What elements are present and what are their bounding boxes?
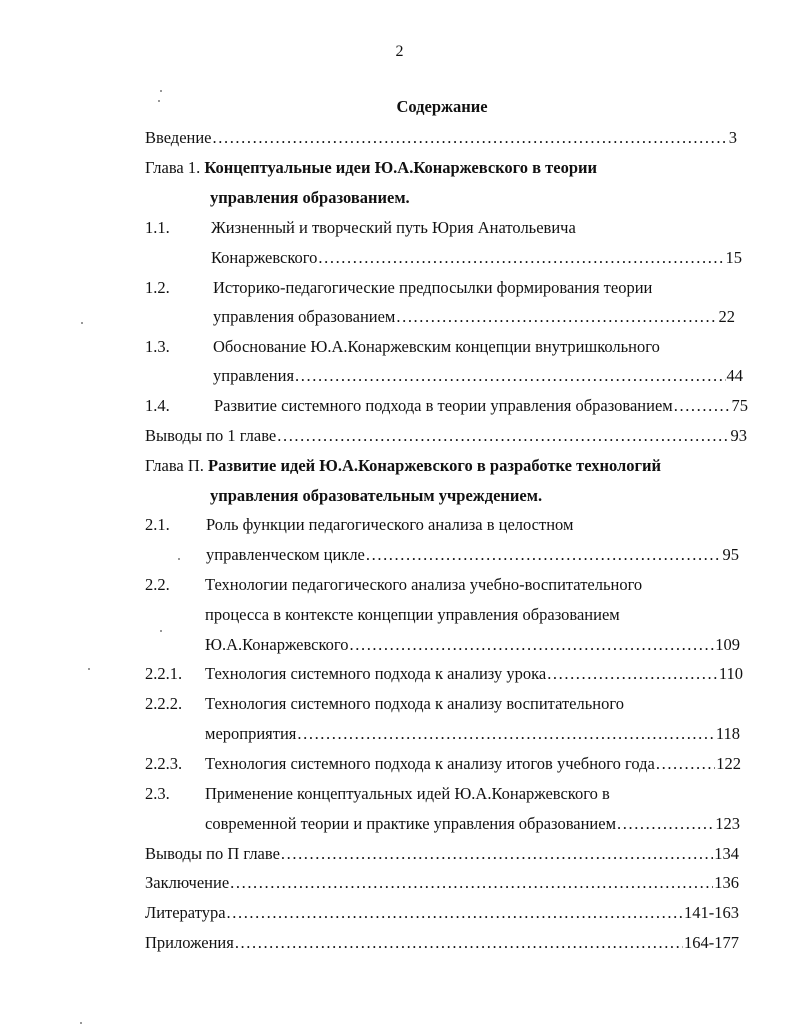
chapter-2-heading	[145, 456, 661, 476]
entry-label: Выводы по 1 главе	[145, 426, 277, 445]
entry-title-line2: Конаржевского	[211, 248, 318, 267]
leader-dots	[227, 903, 683, 923]
entry-title: Развитие системного подхода в теории управления образованием	[214, 396, 673, 415]
scan-speck	[81, 322, 83, 324]
chapter-1-prefix: Глава 1.	[145, 158, 201, 177]
entry-page: 110	[718, 664, 743, 683]
entry-page: 75	[731, 396, 748, 415]
scan-speck	[80, 1022, 82, 1024]
entry-page: 3	[728, 128, 737, 147]
chapter-2-prefix: Глава П.	[145, 456, 204, 475]
entry-title-line2: мероприятия	[205, 724, 297, 743]
entry-label: Введение	[145, 128, 212, 147]
leader-dots	[656, 754, 715, 774]
entry-label: Выводы по П главе	[145, 844, 280, 863]
entry-page: 122	[716, 754, 741, 773]
leader-dots	[617, 814, 714, 834]
entry-title-line2: современной теории и практике управления образованием	[205, 814, 617, 833]
entry-page: 164-177	[684, 933, 739, 952]
entry-title-line1: Роль функции педагогического анализа в целостном	[206, 515, 574, 534]
entry-page: 93	[730, 426, 747, 445]
scan-speck	[88, 668, 90, 670]
leader-dots	[281, 844, 713, 864]
entry-number: 1.3.	[145, 337, 170, 356]
scan-speck	[160, 90, 162, 92]
entry-page: 123	[715, 814, 740, 833]
entry-page: 118	[715, 724, 740, 743]
entry-title-line2: управления	[213, 366, 295, 385]
leader-dots	[318, 248, 724, 268]
entry-number: 2.1.	[145, 515, 170, 534]
scan-speck	[160, 630, 162, 632]
toc-title: Содержание	[396, 97, 488, 116]
entry-title-line2: управления образованием	[213, 307, 396, 326]
leader-dots	[396, 307, 717, 327]
entry-number: 1.4.	[145, 396, 170, 415]
leader-dots	[350, 635, 715, 655]
leader-dots	[277, 426, 729, 446]
entry-number: 2.2.3.	[145, 754, 183, 773]
leader-dots	[230, 873, 713, 893]
chapter-1-heading	[145, 158, 597, 178]
leader-dots	[366, 545, 722, 565]
entry-title-line1: Историко-педагогические предпосылки формирования теории	[213, 278, 653, 297]
leader-dots	[295, 366, 725, 386]
entry-title-line2: управленческом цикле	[206, 545, 365, 564]
entry-title: Технология системного подхода к анализу урока	[205, 664, 547, 683]
entry-title-line1: Жизненный и творческий путь Юрия Анатольевича	[211, 218, 576, 237]
entry-page: 15	[725, 248, 742, 267]
entry-title: Технология системного подхода к анализу итогов учебного года	[205, 754, 655, 773]
entry-title-line1: Технологии педагогического анализа учебно-воспитательного	[205, 575, 643, 594]
entry-title-line2: процесса в контексте концепции управления образованием	[205, 605, 620, 624]
entry-title-line1: Обоснование Ю.А.Конаржевским концепции внутришкольного	[213, 337, 660, 356]
leader-dots	[235, 933, 683, 953]
entry-page: 141-163	[684, 903, 739, 922]
leader-dots	[547, 664, 718, 684]
chapter-1-title-line1: Концептуальные идеи Ю.А.Конаржевского в теории	[204, 158, 598, 177]
leader-dots	[674, 396, 731, 416]
entry-page: 95	[722, 545, 739, 564]
scan-speck	[158, 100, 160, 102]
leader-dots	[297, 724, 714, 744]
entry-number: 2.2.2.	[145, 694, 183, 713]
entry-label: Литература	[145, 903, 226, 922]
entry-page: 44	[726, 366, 743, 385]
entry-title-line1: Технология системного подхода к анализу воспитательного	[205, 694, 624, 713]
entry-title-line3: Ю.А.Конаржевского	[205, 635, 349, 654]
entry-number: 2.2.	[145, 575, 170, 594]
entry-page: 136	[714, 873, 739, 892]
scan-speck	[178, 558, 180, 560]
entry-number: 1.2.	[145, 278, 170, 297]
chapter-2-title-line1: Развитие идей Ю.А.Конаржевского в разработке технологий	[208, 456, 661, 475]
leader-dots	[213, 128, 728, 148]
entry-page: 134	[714, 844, 739, 863]
entry-label: Приложения	[145, 933, 234, 952]
entry-page: 109	[715, 635, 740, 654]
page-number: 2	[395, 43, 404, 60]
chapter-2-title-line2: управления образовательным учреждением.	[210, 486, 543, 505]
entry-label: Заключение	[145, 873, 230, 892]
entry-number: 2.2.1.	[145, 664, 183, 683]
chapter-1-title-line2: управления образованием.	[210, 188, 410, 207]
entry-number: 2.3.	[145, 784, 170, 803]
entry-page: 22	[718, 307, 735, 326]
entry-number: 1.1.	[145, 218, 170, 237]
entry-title-line1: Применение концептуальных идей Ю.А.Конаржевского в	[205, 784, 610, 803]
